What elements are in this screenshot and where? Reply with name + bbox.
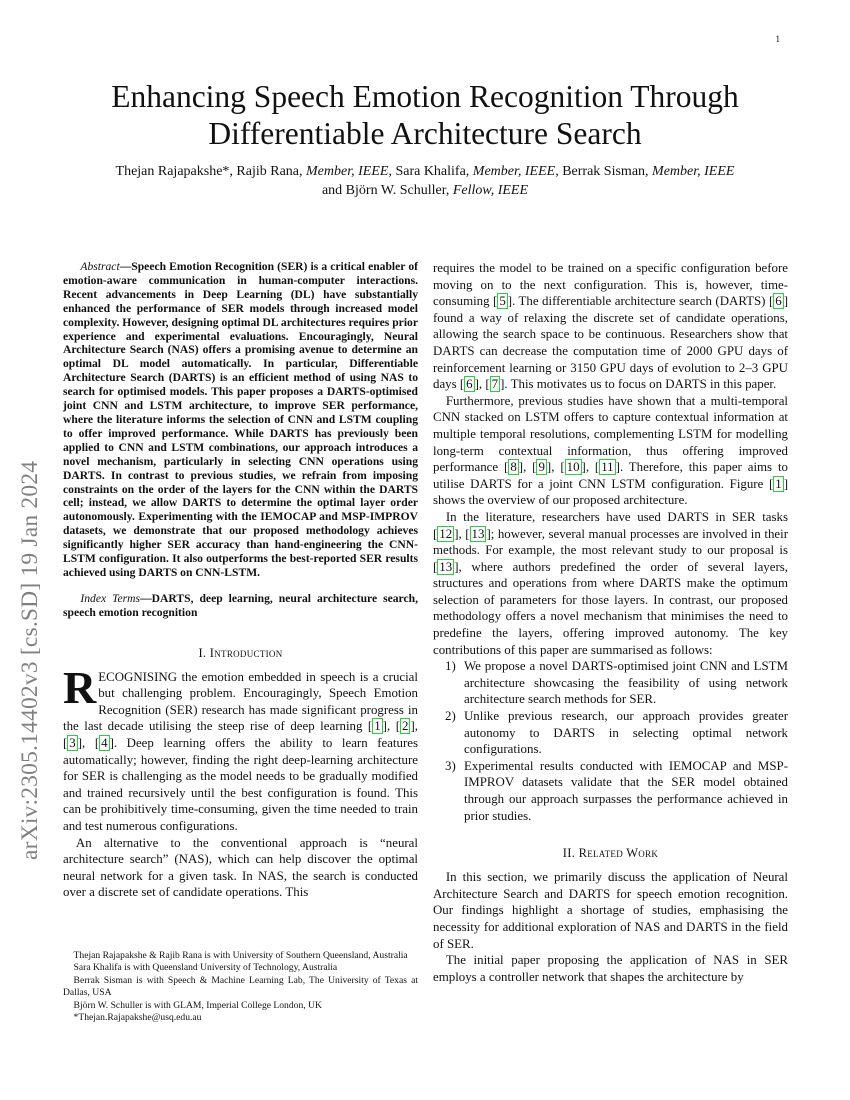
- related-paragraph-2: The initial paper proposing the application of NAS in SER employs a controller network that shapes the architecture by: [433, 953, 788, 984]
- left-column: [63, 260, 418, 901]
- citation-link[interactable]: 11: [601, 460, 614, 475]
- contribution-item: [433, 758, 788, 824]
- footnotes: [63, 950, 418, 1024]
- citation-link[interactable]: 3: [69, 736, 76, 751]
- item-text: We propose a novel DARTS-optimised joint CNN and LSTM architecture showcasing the feasibility of using network architecture search methods for SER.: [464, 659, 788, 707]
- contribution-item: [433, 658, 788, 708]
- item-number: 3): [445, 758, 456, 773]
- contribution-item: [433, 708, 788, 758]
- intro-paragraph-1-text: ECOGNISING the emotion embedded in speech is a crucial but challenging problem. Encouragingly, Speech Emotion Recognition (SER) research has made significant progress in the last decade utilising the steep rise of deep learning [ 1 ], [ 2 ], [ 3 ], [ 4 ]. Deep learning offers the ability to learn features automatically; however, finding the right deep-learning architecture for SER is challenging as the model needs to be gradually modified and trained recursively until the best configuration is found. This can be prohibitively time-consuming, given the time needed to train and test numerous configurations.: [63, 669, 418, 833]
- intro-paragraph-3: Furthermore, previous studies have shown that a multi-temporal CNN stacked on LSTM offers to capture contextual information at multiple temporal resolutions, complementing LSTM for modelling long-term contextual information, thus offering improved performance [ 8 ], [ 9 ], [ 10 ], [ 11 ]. Therefore, this paper aims to utilise DARTS for a joint CNN LSTM configuration. Figure [ 1 ] shows the overview of our proposed architecture.: [433, 393, 788, 508]
- index-terms-label: Index Terms: [80, 591, 141, 605]
- intro-paragraph-4: In the literature, researchers have used DARTS in SER tasks [ 12 ], [ 13 ]; however, several manual processes are involved in their methods. For example, the most relevant study to our proposal is [ 13 ], where authors predefined the order of several layers, structures and operations from where DARTS make the optimum selection of parameters for those layers. In contrast, our proposed methodology offers a novel mechanism that minimises the need to predefine the layers, offering improved autonomy. The key contributions of this paper are summarised as follows:: [433, 509, 788, 657]
- citation-link[interactable]: 1: [775, 476, 782, 491]
- intro-paragraph-2-continued: requires the model to be trained on a specific configuration before moving on to the next configuration. This is, however, time-consuming [ 5 ]. The differentiable architecture search (DARTS) [ 6 ] found a way of relaxing the discrete set of candidate operations, allowing the search space to be continuous. Researchers show that DARTS can decrease the computation time of 2000 GPU days of reinforcement learning or 3150 GPU days of evolution to 2–3 GPU days [ 6 ], [ 7 ]. This motivates us to focus on DARTS in this paper.: [433, 261, 788, 392]
- citation-link[interactable]: 7: [491, 377, 499, 392]
- footnote: Berrak Sisman is with Speech & Machine Learning Lab, The University of Texas at Dallas, USA: [63, 974, 418, 999]
- citation-link[interactable]: 12: [439, 526, 453, 541]
- citation-link[interactable]: 10: [566, 460, 580, 475]
- related-paragraph-1: In this section, we primarily discuss the application of Neural Architecture Search and DARTS for speech emotion recognition. Our findings highlight a shortage of studies, emphasising the necessity for additional exploration of NAS and DARTS in the field of SER.: [433, 870, 788, 951]
- citation-link[interactable]: 8: [510, 460, 517, 475]
- intro-paragraph-2: An alternative to the conventional approach is “neural architecture search” (NAS), which can help discover the optimal neural network for a given task. In NAS, the search is conducted over a discrete set of candidate operations. This: [63, 835, 418, 900]
- index-terms-text: —DARTS, deep learning, neural architecture search, speech emotion recognition: [63, 591, 418, 619]
- title-line-1: Enhancing Speech Emotion Recognition Through: [111, 79, 739, 114]
- citation-link[interactable]: 6: [775, 294, 782, 309]
- item-number: 2): [445, 709, 456, 724]
- citation-link[interactable]: 9: [538, 460, 545, 475]
- section-heading-related-work: II. Related Work: [562, 846, 659, 861]
- footnote: Thejan Rajapakshe & Rajib Rana is with University of Southern Queensland, Australia: [73, 950, 408, 961]
- item-text: Unlike previous research, our approach provides greater autonomy to DARTS in selecting optimal network configurations.: [464, 709, 788, 757]
- arxiv-identifier: arXiv:2305.14402v3 [cs.SD] 19 Jan 2024: [17, 460, 43, 860]
- footnote: Björn W. Schuller is with GLAM, Imperial College London, UK: [73, 999, 322, 1011]
- contributions-list: [433, 658, 788, 824]
- author-3: , Berrak Sisman,: [555, 164, 653, 179]
- citation-link[interactable]: 5: [499, 294, 506, 309]
- drop-cap: R: [63, 661, 97, 713]
- item-number: 1): [445, 659, 456, 674]
- author-3-role: Member, IEEE: [652, 164, 735, 179]
- citation-link[interactable]: 4: [101, 736, 108, 751]
- author-2-role: Member, IEEE: [472, 164, 556, 179]
- title-line-2: Differentiable Architecture Search: [208, 116, 642, 151]
- right-column: [433, 260, 788, 985]
- abstract-label: Abstract: [80, 260, 120, 273]
- item-text: Experimental results conducted with IEMOCAP and MSP-IMPROV datasets validate that the SER model obtained through our approach surpasses the performance achieved in prior studies.: [464, 758, 788, 823]
- page-number: 1: [775, 34, 780, 44]
- footnote: *Thejan.Rajapakshe@usq.edu.au: [73, 1012, 202, 1024]
- citation-link[interactable]: 2: [402, 719, 409, 734]
- citation-link[interactable]: 13: [439, 559, 453, 574]
- abstract-text: —Speech Emotion Recognition (SER) is a critical enabler of emotion-aware communication in human-computer interactions. Recent advancements in Deep Learning (DL) have substantially enhanced the performance of SER models through increased model complexity. However, designing optimal DL architectures requires prior experience and experimental evaluations. Encouragingly, Neural Architecture Search (NAS) offers a promising avenue to determine an optimal DL model automatically. In particular, Differentiable Architecture Search (DARTS) is an efficient method of using NAS to search for optimised models. This paper proposes a DARTS-optimised joint CNN and LSTM architecture, to improve SER performance, where the literature informs the selection of CNN and LSTM coupling to offer improved performance. While DARTS has previously been applied to CNN and LSTM combinations, our approach introduces a novel mechanism, particularly in selecting CNN operations using DARTS. In contrast to previous studies, we refrain from imposing constraints on the order of the layers for the CNN within the DARTS cell; instead, we allow DARTS to determine the optimal layer order autonomously. Experimenting with the IEMOCAP and MSP-IMPROV datasets, we demonstrate that our proposed methodology achieves significantly higher SER accuracy than hand-engineering the CNN-LSTM configuration. It also outperforms the best-reported SER results achieved using DARTS on CNN-LSTM.: [63, 260, 418, 579]
- intro-paragraph-1: [63, 661, 418, 835]
- citation-link[interactable]: 1: [374, 719, 381, 734]
- author-1-role: Member, IEEE: [306, 164, 389, 179]
- author-4-role: Fellow, IEEE: [452, 183, 529, 198]
- author-2: , Sara Khalifa,: [388, 164, 473, 179]
- author-1: Thejan Rajapakshe*, Rajib Rana,: [115, 164, 307, 179]
- footnote: Sara Khalifa is with Queensland University of Technology, Australia: [73, 962, 338, 974]
- paper-title: [0, 78, 850, 152]
- section-heading-introduction: I. Introduction: [198, 645, 283, 660]
- citation-link[interactable]: 13: [471, 526, 485, 541]
- citation-link[interactable]: 6: [466, 377, 473, 392]
- index-terms: [63, 592, 418, 620]
- author-4: and Björn W. Schuller,: [321, 183, 453, 198]
- author-list: [60, 162, 790, 200]
- abstract: [63, 260, 418, 580]
